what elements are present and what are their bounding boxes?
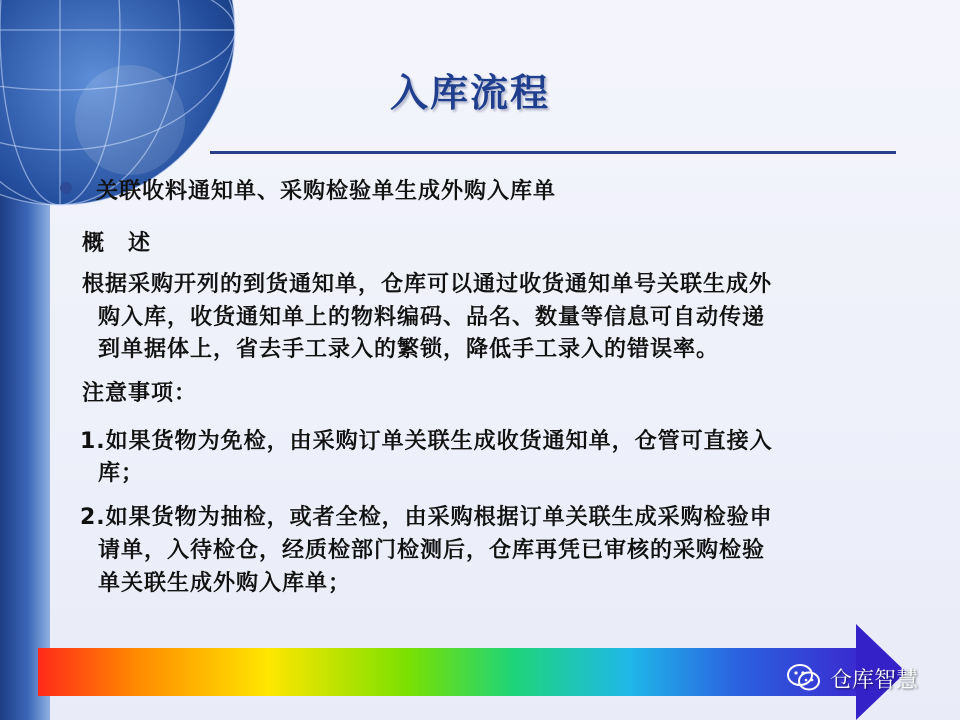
rainbow-arrow-bar	[38, 648, 858, 696]
note-item-2	[80, 500, 773, 531]
overview-line-2: 购入库，收货通知单上的物料编码、品名、数量等信息可自动传递	[98, 304, 766, 330]
note-item-2-line-2: 请单，入待检仓，经质检部门检测后，仓库再凭已审核的采购检验	[98, 537, 766, 563]
overview-line-1: 根据采购开列的到货通知单，仓库可以通过收货通知单号关联生成外	[82, 271, 773, 297]
bullet-icon	[60, 182, 72, 194]
note-item-2-line-1: 如果货物为抽检，或者全检，由采购根据订单关联生成采购检验申	[105, 504, 773, 530]
bullet-heading: 关联收料通知单、采购检验单生成外购入库单	[96, 178, 557, 204]
notes-label: 注意事项：	[82, 380, 198, 406]
note-item-2-number: 2.	[80, 505, 106, 530]
title-divider	[210, 151, 896, 154]
slide-title: 入库流程	[390, 70, 551, 115]
watermark-text: 仓库智慧	[830, 667, 919, 693]
overview-line-3: 到单据体上，省去手工录入的繁锁，降低手工录入的错误率。	[98, 336, 720, 362]
note-item-1-line-1: 如果货物为免检，由采购订单关联生成收货通知单，仓管可直接入	[105, 428, 773, 454]
note-item-1-number: 1.	[80, 429, 106, 454]
wechat-icon	[786, 662, 822, 694]
overview-label: 概 述	[82, 230, 152, 256]
watermark	[786, 660, 918, 696]
note-item-1-line-2: 库；	[98, 460, 145, 486]
note-item-2-line-3: 单关联生成外购入库单；	[98, 570, 352, 596]
note-item-1	[80, 424, 773, 455]
